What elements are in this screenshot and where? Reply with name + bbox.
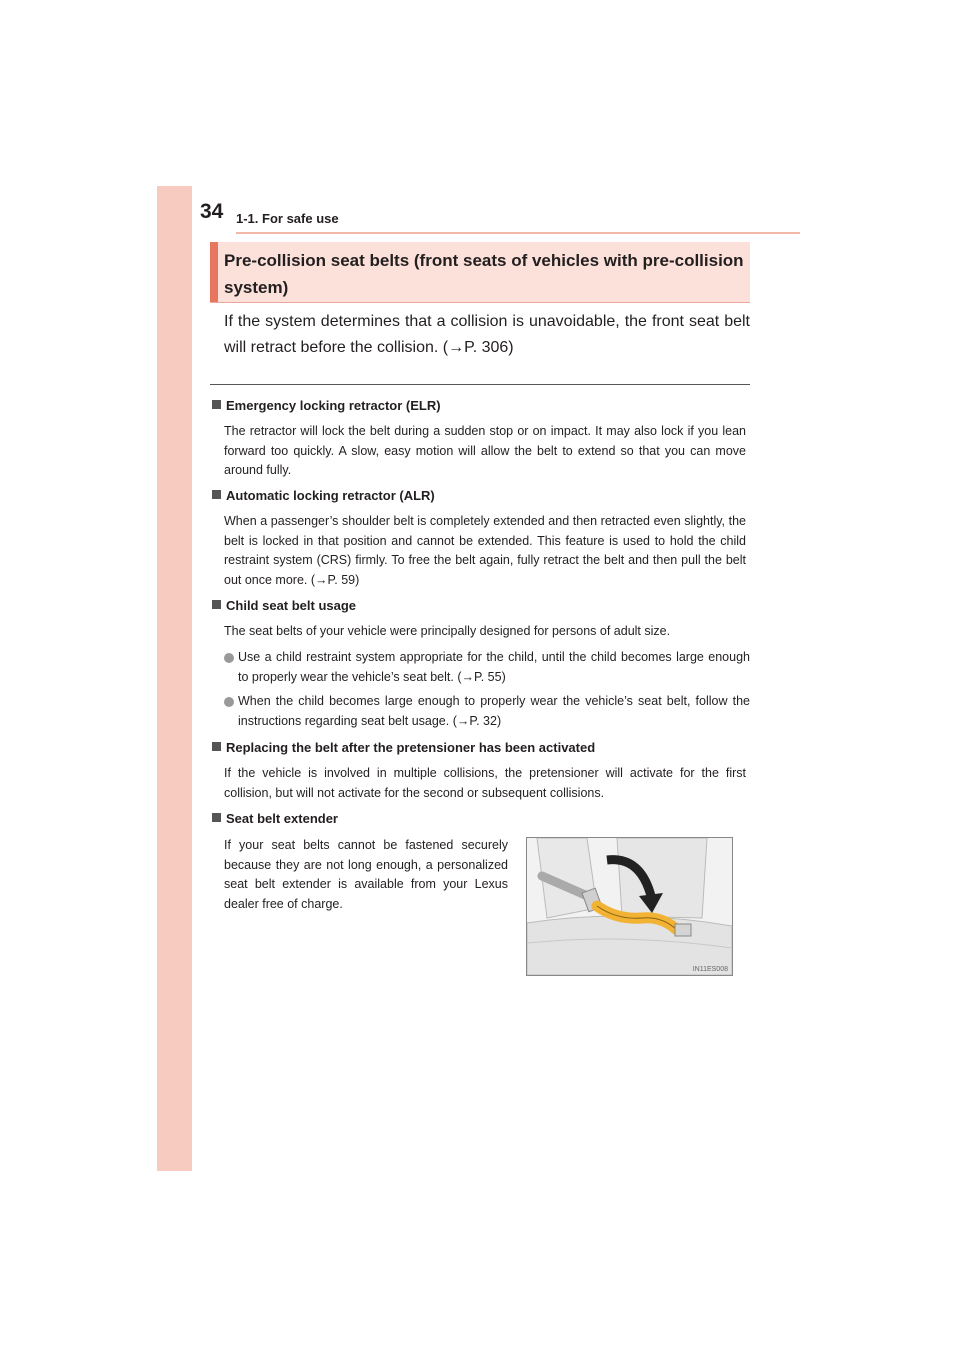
figure-code: IN11ES008 — [692, 966, 728, 973]
intro-paragraph: If the system determines that a collision is unavoidable, the front seat belt will retract before the collision. (→P. 306) — [224, 313, 750, 356]
heading-extender — [212, 810, 338, 828]
section-accent-bar — [210, 242, 218, 302]
extender-paragraph: If your seat belts cannot be fastened securely because they are not long enough, a personalized seat belt extender is available from your Lexus dealer free of charge. — [224, 838, 508, 911]
square-bullet-icon — [212, 400, 221, 409]
list-item-text: When the child becomes large enough to properly wear the vehicle’s seat belt, follow the instructions regarding seat belt usage. (→P. 32) — [238, 694, 750, 728]
chapter-side-tab — [157, 186, 192, 1171]
heading-elr — [212, 397, 441, 415]
heading-replacing — [212, 739, 595, 757]
square-bullet-icon — [212, 600, 221, 609]
square-bullet-icon — [212, 490, 221, 499]
elr-paragraph: The retractor will lock the belt during a sudden stop or on impact. It may also lock if you lean forward too quickly. A slow, easy motion will allow the belt to extend so that you can move around fully. — [224, 424, 746, 477]
list-item-text: Use a child restraint system appropriate for the child, until the child becomes large enough to properly wear the vehicle’s seat belt. (→P. 55) — [238, 650, 750, 684]
heading-child-text: Child seat belt usage — [226, 598, 357, 613]
square-bullet-icon — [212, 813, 221, 822]
heading-child — [212, 597, 356, 615]
circle-bullet-icon — [224, 653, 234, 663]
running-header: 1-1. For safe use — [236, 211, 339, 226]
section-title-box — [210, 242, 750, 303]
heading-replacing-text: Replacing the belt after the pretensioner has been activated — [226, 740, 596, 755]
seat-belt-extender-illustration — [526, 837, 733, 976]
heading-extender-text: Seat belt extender — [226, 811, 338, 826]
section-divider — [210, 384, 750, 385]
square-bullet-icon — [212, 742, 221, 751]
header-rule — [236, 232, 800, 234]
alr-paragraph: When a passenger’s shoulder belt is completely extended and then retracted even slightly, the belt is locked in that position and cannot be extended. This feature is used to hold the child restraint system (CRS) firmly. To free the belt again, fully retract the belt and then pull the belt out once more. (→P. 59) — [224, 514, 746, 587]
page-number: 34 — [200, 200, 224, 223]
list-item — [224, 648, 750, 687]
section-title: Pre-collision seat belts (front seats of vehicles with pre-collision system) — [224, 251, 744, 297]
seat-belt-extender-drawing — [527, 838, 732, 975]
heading-elr-text: Emergency locking retractor (ELR) — [226, 398, 441, 413]
heading-alr-text: Automatic locking retractor (ALR) — [226, 488, 435, 503]
circle-bullet-icon — [224, 697, 234, 707]
list-item — [224, 692, 750, 731]
replacing-paragraph: If the vehicle is involved in multiple collisions, the pretensioner will activate for the first collision, but will not activate for the second or subsequent collisions. — [224, 766, 746, 800]
child-paragraph: The seat belts of your vehicle were principally designed for persons of adult size. — [224, 624, 671, 638]
heading-alr — [212, 487, 435, 505]
